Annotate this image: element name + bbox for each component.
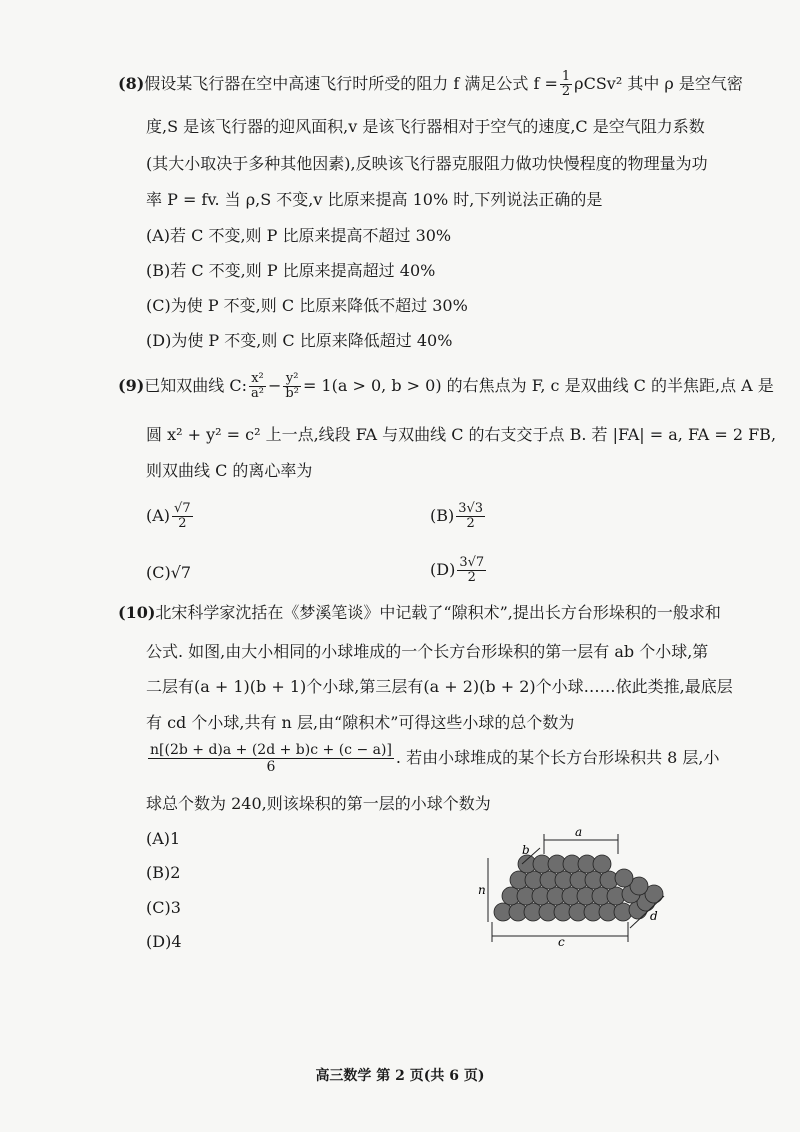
q9-line3: 则双曲线 C 的离心率为	[146, 461, 313, 480]
q10-line4: 有 cd 个小球,共有 n 层,由“隙积术”可得这些小球的总个数为	[146, 713, 575, 732]
q10-option-a: (A)1	[146, 829, 181, 848]
q10-option-d: (D)4	[146, 932, 182, 951]
q8-frac-num: 1	[561, 69, 571, 84]
q9-opt-a-label: (A)	[146, 506, 171, 525]
q10-line3: 二层有(a + 1)(b + 1)个小球,第三层有(a + 2)(b + 2)个小球……依此类推,最底层	[146, 677, 733, 696]
label-n: n	[478, 883, 486, 897]
q9-opt-d-label: (D)	[430, 560, 456, 579]
q8-formula-fraction	[560, 70, 572, 99]
q9-opt-a-frac	[172, 502, 193, 531]
q9-option-c: (C)√7	[146, 563, 192, 582]
q9-frac-x	[249, 372, 266, 401]
q8-number: (8)	[118, 74, 145, 93]
q8-text-1: 假设某飞行器在空中高速飞行时所受的阻力 f 满足公式 f =	[144, 74, 558, 93]
q9-frac-x-num: x²	[249, 372, 266, 387]
top-layer	[518, 855, 611, 873]
q9-line2: 圆 x² + y² = c² 上一点,线段 FA 与双曲线 C 的右支交于点 B. 若 |FA| = a, FA = 2 FB,	[146, 425, 777, 444]
q9-frac-y-den: b²	[285, 386, 299, 401]
q10-formula-num: n[(2b + d)a + (2d + b)c + (c − a)]	[150, 742, 392, 758]
page-footer: 高三数学 第 2 页(共 6 页)	[315, 1068, 485, 1084]
q9-text-1b: = 1(a > 0, b > 0) 的右焦点为 F, c 是双曲线 C 的半焦距,点 A 是	[302, 376, 774, 395]
q10-number: (10)	[118, 603, 156, 622]
q8-line1	[118, 70, 743, 99]
q10-text-5: . 若由小球堆成的某个长方台形垛积共 8 层,小	[395, 748, 720, 767]
q10-option-c: (C)3	[146, 898, 181, 917]
q8-option-a: (A)若 C 不变,则 P 比原来提高不超过 30%	[146, 226, 452, 245]
q9-line1	[118, 372, 774, 401]
stacked-balls-diagram	[478, 818, 678, 948]
q9-option-b	[430, 502, 487, 531]
q9-frac-y	[283, 372, 301, 401]
q8-line3: (其大小取决于多种其他因素),反映该飞行器克服阻力做功快慢程度的物理量为功	[146, 154, 708, 173]
q9-opt-b-label: (B)	[430, 506, 455, 525]
q9-text-1a: 已知双曲线 C:	[144, 376, 248, 395]
q9-opt-b-frac	[456, 502, 485, 531]
q9-frac-y-num: y²	[283, 372, 301, 387]
q8-line4: 率 P = fv. 当 ρ,S 不变,v 比原来提高 10% 时,下列说法正确的是	[146, 190, 603, 209]
q9-opt-b-num: 3√3	[458, 501, 484, 516]
label-c: c	[558, 935, 565, 948]
q8-option-d: (D)为使 P 不变,则 C 比原来降低超过 40%	[146, 331, 453, 350]
q9-opt-a-den: 2	[178, 516, 187, 531]
q9-minus: −	[267, 376, 282, 395]
q8-frac-den: 2	[561, 84, 571, 99]
q8-option-b: (B)若 C 不变,则 P 比原来提高超过 40%	[146, 261, 436, 280]
q8-option-c: (C)为使 P 不变,则 C 比原来降低不超过 30%	[146, 296, 468, 315]
q10-option-b: (B)2	[146, 863, 181, 882]
q9-opt-d-frac	[457, 556, 486, 585]
label-a: a	[575, 825, 583, 839]
q10-formula-fraction	[148, 742, 394, 775]
q9-opt-d-num: 3√7	[459, 555, 485, 570]
q9-opt-b-den: 2	[466, 516, 475, 531]
q9-opt-a-num: √7	[174, 501, 191, 516]
ball-stack	[494, 855, 663, 921]
q9-opt-d-den: 2	[467, 570, 476, 585]
q10-line5	[146, 742, 720, 775]
q9-frac-x-den: a²	[251, 386, 264, 401]
q9-option-d	[430, 556, 488, 585]
q10-line2: 公式. 如图,由大小相同的小球堆成的一个长方台形垛积的第一层有 ab 个小球,第	[146, 642, 709, 661]
q10-line1	[118, 602, 721, 624]
q8-line2: 度,S 是该飞行器的迎风面积,v 是该飞行器相对于空气的速度,C 是空气阻力系数	[146, 117, 705, 136]
q10-text-1: 北宋科学家沈括在《梦溪笔谈》中记载了“隙积术”,提出长方台形垛积的一般求和	[155, 603, 721, 622]
q10-line6: 球总个数为 240,则该垛积的第一层的小球个数为	[146, 794, 491, 813]
q9-option-a	[146, 502, 195, 531]
label-b: b	[522, 843, 530, 857]
label-d: d	[650, 909, 658, 923]
q8-formula-rest: ρCSv² 其中 ρ 是空气密	[574, 74, 743, 93]
q9-number: (9)	[118, 376, 145, 395]
q10-formula-den: 6	[266, 759, 276, 775]
